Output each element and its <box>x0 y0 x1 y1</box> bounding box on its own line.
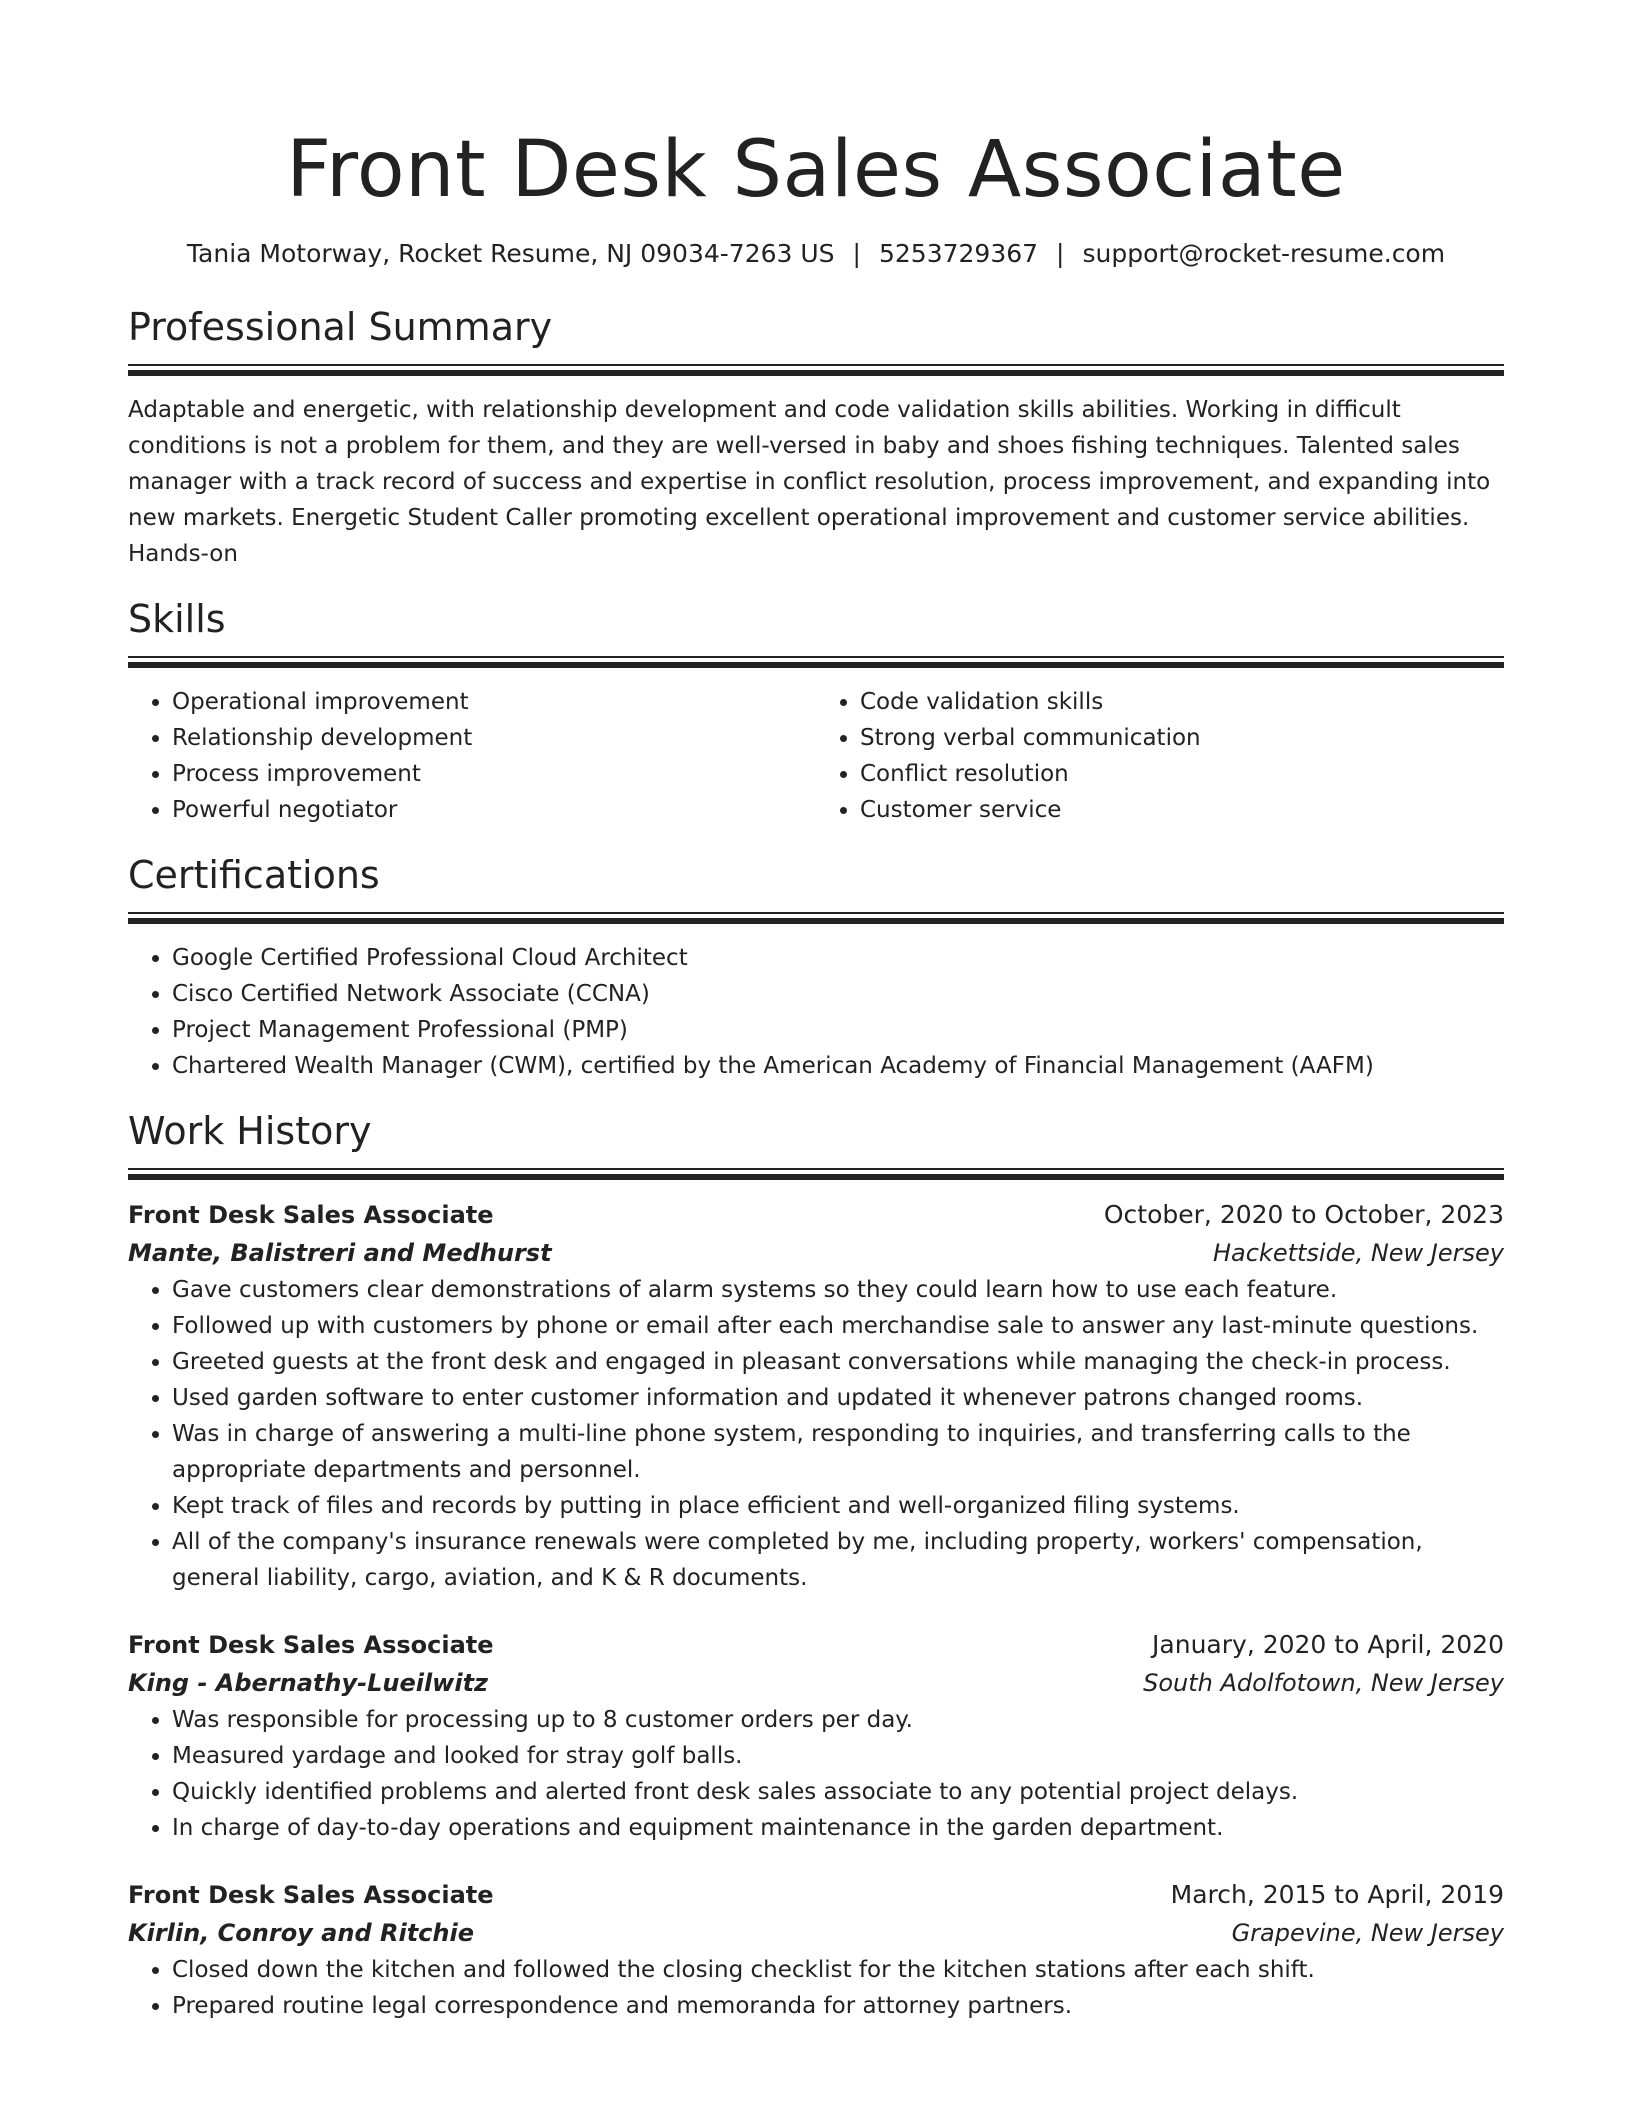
job-bullet: • Followed up with customers by phone or email after each merchandise sale to answer any last-minute questions. <box>172 1308 1504 1344</box>
job-dates: October, 2020 to October, 2023 <box>1103 1200 1504 1229</box>
job-company-row <box>128 1914 1504 1952</box>
contact-phone: 5253729367 <box>878 239 1039 268</box>
certifications-title: Certifications <box>128 853 380 897</box>
section-divider <box>128 656 1504 668</box>
job-company: Kirlin, Conroy and Ritchie <box>128 1919 474 1947</box>
resume-name: Front Desk Sales Associate <box>286 125 1346 215</box>
job-entry <box>128 1626 1504 1846</box>
resume-page <box>128 0 1504 2024</box>
job-location: South Adolfotown, New Jersey <box>1143 1669 1504 1697</box>
job-bullets <box>128 1702 1504 1846</box>
skills-grid <box>128 684 1504 828</box>
job-bullet: • Was in charge of answering a multi-line phone system, responding to inquiries, and transferring calls to the appropriate departments and personnel. <box>172 1416 1504 1488</box>
job-bullet: • Gave customers clear demonstrations of alarm systems so they could learn how to use each feature. <box>172 1272 1504 1308</box>
section-divider <box>128 1168 1504 1180</box>
job-title: Front Desk Sales Associate <box>128 1881 494 1909</box>
job-bullets <box>128 1272 1504 1596</box>
job-bullet: • Closed down the kitchen and followed the closing checklist for the kitchen stations after each shift. <box>172 1952 1504 1988</box>
summary-text: Adaptable and energetic, with relationship development and code validation skills abilities. Working in difficult conditions is not a problem for them, and they are well-versed in baby and shoes fishing techniques. Talented sales manager with a track record of success and expertise in conflict resolution, process improvement, and expanding into new markets. Energetic Student Caller promoting excellent operational improvement and customer service abilities. Hands-on <box>128 397 1491 567</box>
contact-separator: | <box>1056 239 1065 268</box>
work-history-title: Work History <box>128 1109 372 1153</box>
skills-section <box>128 594 1504 828</box>
contact-separator: | <box>852 239 861 268</box>
job-dates: January, 2020 to April, 2020 <box>1152 1630 1504 1659</box>
job-header-row <box>128 1626 1504 1664</box>
contact-line <box>128 236 1504 272</box>
job-bullets <box>128 1952 1504 2024</box>
certifications-section <box>128 850 1504 1084</box>
job-entry <box>128 1876 1504 2024</box>
job-company: King - Abernathy-Lueilwitz <box>128 1669 489 1697</box>
contact-address: Tania Motorway, Rocket Resume, NJ 09034-7263 US <box>186 239 835 268</box>
job-bullet: • All of the company's insurance renewals were completed by me, including property, workers' compensation, general liability, cargo, aviation, and K & R documents. <box>172 1524 1504 1596</box>
job-bullet: • Prepared routine legal correspondence and memoranda for attorney partners. <box>172 1988 1504 2024</box>
job-bullet: • Measured yardage and looked for stray golf balls. <box>172 1738 1504 1774</box>
job-company: Mante, Balistreri and Medhurst <box>128 1239 552 1267</box>
certification-item: • Google Certified Professional Cloud Architect <box>172 940 1504 976</box>
certification-item: • Project Management Professional (PMP) <box>172 1012 1504 1048</box>
job-title: Front Desk Sales Associate <box>128 1631 494 1659</box>
job-entry <box>128 1196 1504 1596</box>
skills-left-list <box>128 684 816 828</box>
job-header-row <box>128 1876 1504 1914</box>
job-company-row <box>128 1234 1504 1272</box>
job-location: Grapevine, New Jersey <box>1231 1919 1504 1947</box>
skill-item: • Strong verbal communication <box>860 720 1504 756</box>
skill-item: • Powerful negotiator <box>172 792 816 828</box>
job-bullet: • Kept track of files and records by putting in place efficient and well-organized filing systems. <box>172 1488 1504 1524</box>
job-dates: March, 2015 to April, 2019 <box>1170 1880 1504 1909</box>
skills-right-list <box>816 684 1504 828</box>
certification-item: • Chartered Wealth Manager (CWM), certified by the American Academy of Financial Management (AAFM) <box>172 1048 1504 1084</box>
skill-item: • Conflict resolution <box>860 756 1504 792</box>
certifications-list <box>128 940 1504 1084</box>
section-divider <box>128 364 1504 376</box>
job-company-row <box>128 1664 1504 1702</box>
job-header-row <box>128 1196 1504 1234</box>
skill-item: • Customer service <box>860 792 1504 828</box>
certification-item: • Cisco Certified Network Associate (CCNA) <box>172 976 1504 1012</box>
skills-title: Skills <box>128 597 226 641</box>
job-bullet: • Quickly identified problems and alerted front desk sales associate to any potential project delays. <box>172 1774 1504 1810</box>
contact-email: support@rocket-resume.com <box>1082 239 1446 268</box>
job-bullet: • Used garden software to enter customer information and updated it whenever patrons changed rooms. <box>172 1380 1504 1416</box>
summary-section <box>128 302 1504 572</box>
job-bullet: • In charge of day-to-day operations and equipment maintenance in the garden department. <box>172 1810 1504 1846</box>
section-divider <box>128 912 1504 924</box>
work-history-section <box>128 1106 1504 2024</box>
summary-title: Professional Summary <box>128 305 553 349</box>
skill-item: • Process improvement <box>172 756 816 792</box>
job-title: Front Desk Sales Associate <box>128 1201 494 1229</box>
skill-item: • Operational improvement <box>172 684 816 720</box>
job-location: Hackettside, New Jersey <box>1212 1239 1504 1267</box>
skill-item: • Relationship development <box>172 720 816 756</box>
job-bullet: • Greeted guests at the front desk and engaged in pleasant conversations while managing the check-in process. <box>172 1344 1504 1380</box>
job-bullet: • Was responsible for processing up to 8 customer orders per day. <box>172 1702 1504 1738</box>
skill-item: • Code validation skills <box>860 684 1504 720</box>
